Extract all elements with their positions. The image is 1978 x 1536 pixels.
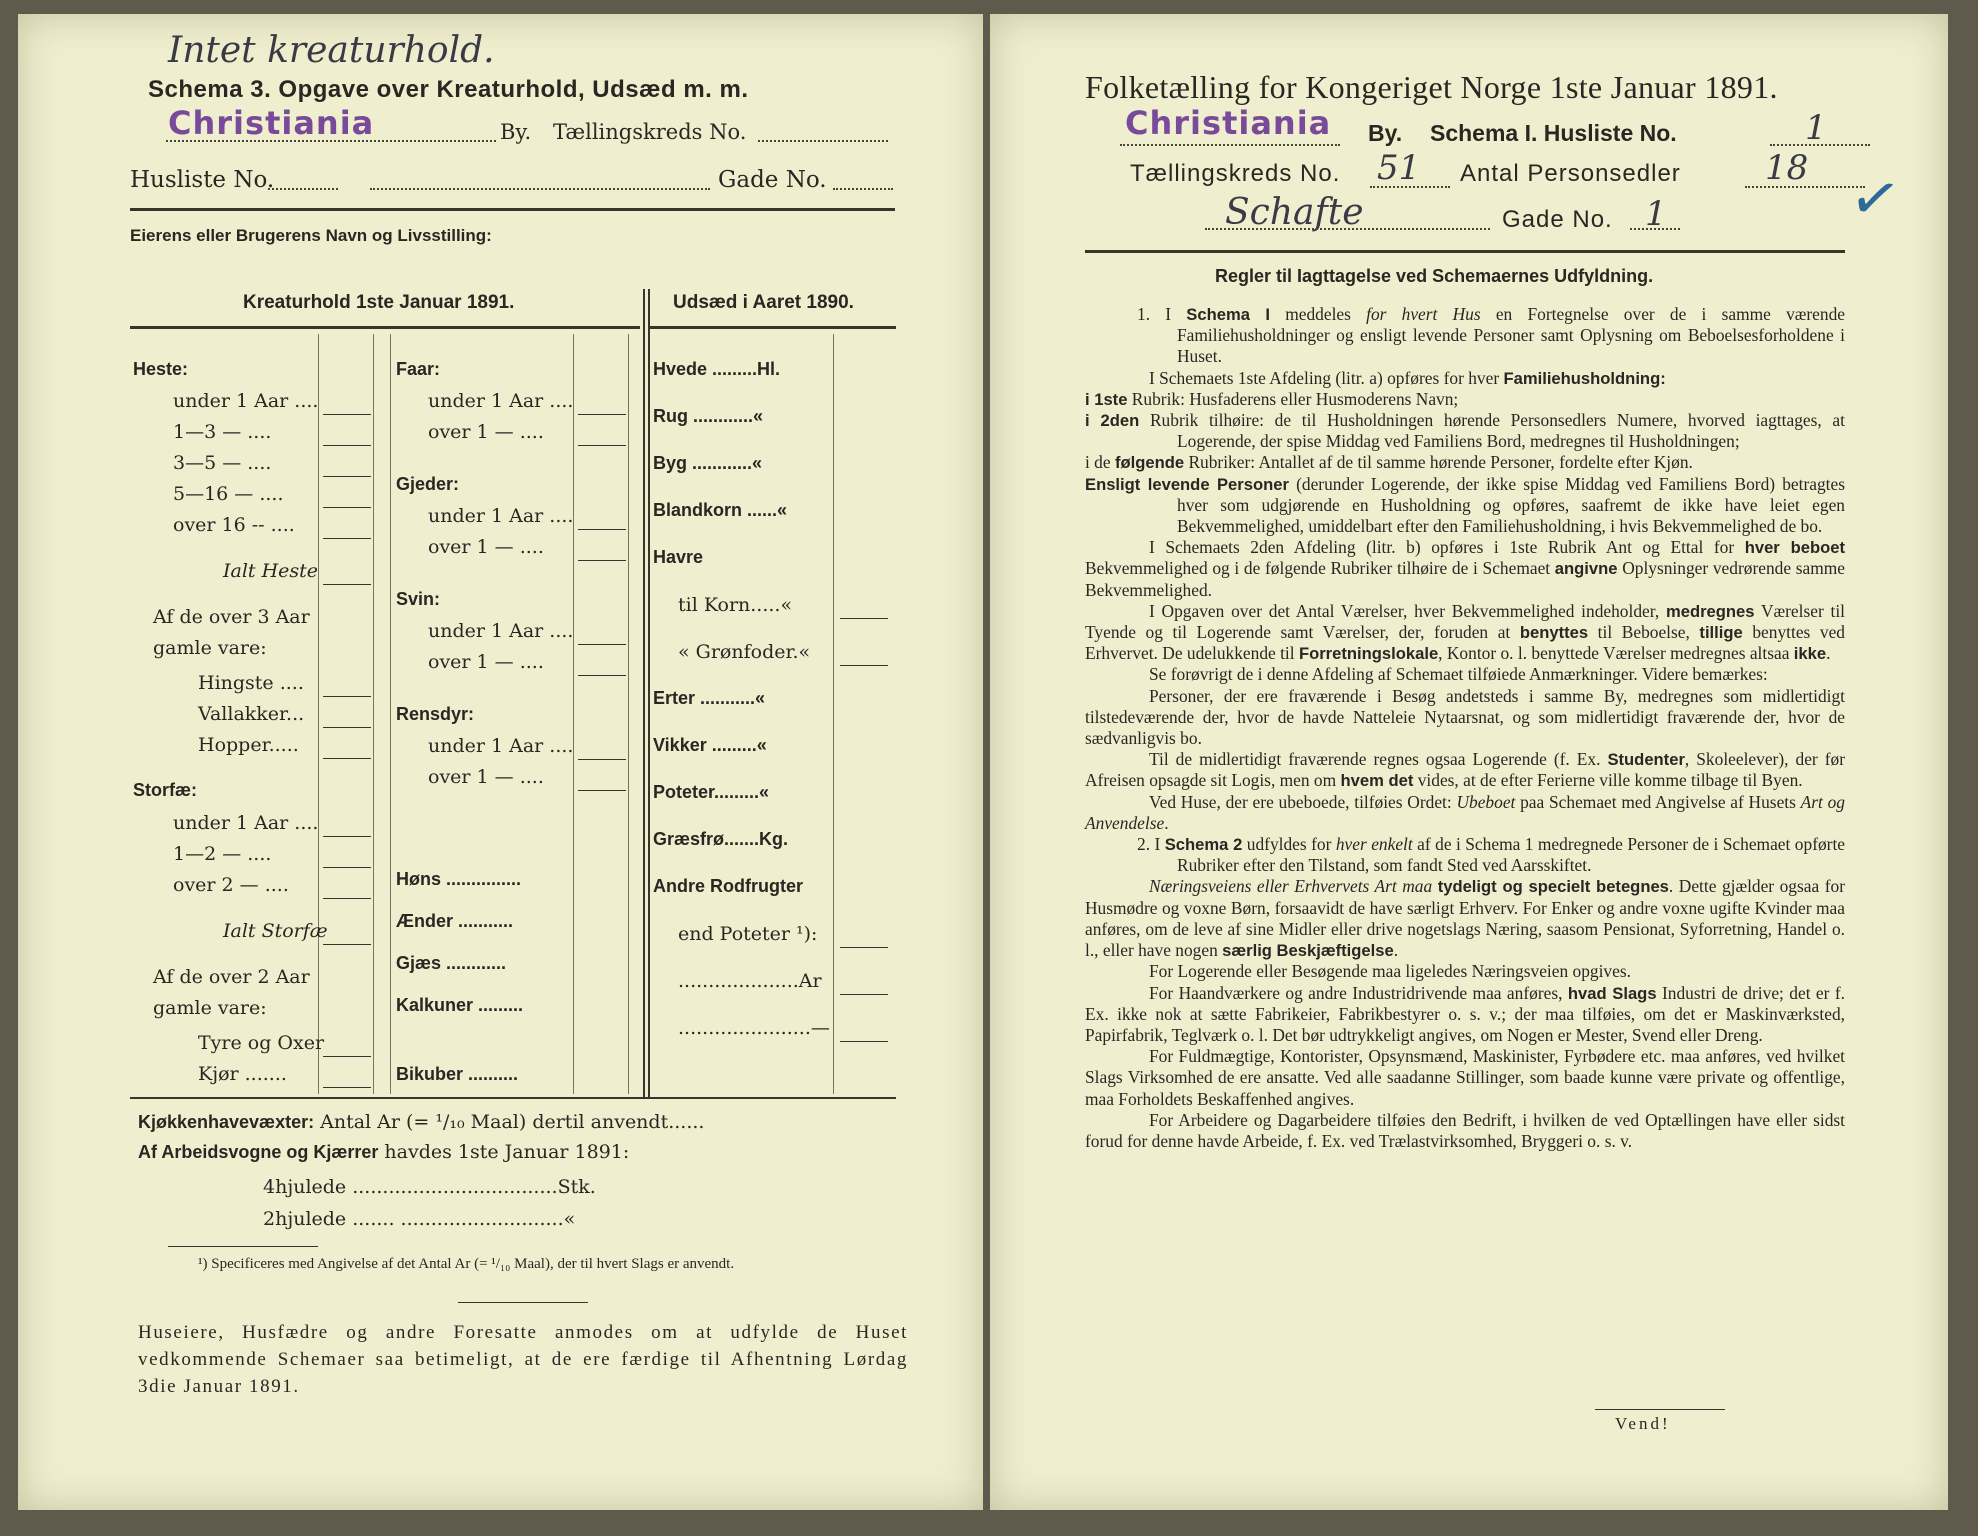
col3-row: end Poteter ¹):: [678, 923, 818, 945]
value-blank: [323, 507, 371, 508]
rule-2-naering: Næringsveiens eller Erhvervets Art maa tydeligt og specielt betegnes. Dette gjælder ogsaa for Husmødre og voxne Børn, forsaavidt de have særligt Erhverv. For Enker og andre voxne ugifte Kvinder maa anføres, om de leve af sine Midler eller drive nogetslags Næring, saasom Pensionat, Syforretning, Handel o. l., eller have nogen særlig Beskjæftigelse.: [1085, 876, 1845, 961]
col3-row: Vikker .........«: [653, 735, 767, 755]
rule-1-fravaerende: Personer, der ere fraværende i Besøg andetsteds i samme By, medregnes som midlertidigt tilstedeværende der, hvor de havde Natteleie Nytaarsnat, og som midlertidigt fraværende der, hvor de sædvanligvis bo.: [1085, 685, 1845, 749]
col3-row: til Korn.....«: [678, 594, 793, 616]
value-blank: [578, 445, 626, 446]
street-fill-line: [1205, 228, 1490, 230]
gade-fill-line: [370, 188, 710, 190]
kjokkenhave-text: Antal Ar (= ¹/₁₀ Maal) dertil anvendt......: [320, 1111, 705, 1133]
taellingskreds-label-right: Tællingskreds No.: [1130, 160, 1341, 187]
rule-1-rubrik2: i 2den Rubrik tilhøire: de til Husholdningen hørende Personsedlers Numere, hvorved iagttages, at Logerende, der spise Middag ved Familiens Bord, medregnes til Husholdningen;: [1085, 410, 1845, 452]
value-blank: [323, 944, 371, 945]
gade-label-left: Gade No.: [718, 167, 827, 193]
footnote-rule: [168, 1246, 318, 1247]
col2-row: over 1 — ....: [428, 536, 544, 558]
gade-no: 1: [1645, 194, 1667, 234]
city-stamp-left: Christiania: [168, 104, 375, 142]
value-blank: [840, 994, 888, 995]
value-blank: [323, 898, 371, 899]
col1-row: 5—16 — ....: [173, 483, 284, 505]
value-blank: [323, 727, 371, 728]
col1-row: Af de over 3 Aar: [153, 606, 310, 628]
gade-label-right: Gade No.: [1502, 206, 1613, 233]
right-page: [990, 14, 1948, 1510]
footnote: ¹) Specificeres med Angivelse af det Antal Ar (= ¹/₁₀ Maal), der til hvert Slags er anvendt.: [198, 1256, 735, 1272]
by-label-left: By.: [500, 120, 532, 144]
col1-row: Tyre og Oxer: [198, 1032, 325, 1054]
value-blank: [578, 414, 626, 415]
rule-1-vaerelser: I Opgaven over det Antal Værelser, hver Bekvemmelighed indeholder, medregnes Værelser til Tyende og til Logerende samt Værelser, der, foruden at benyttes til Beboelse, tillige benyttes ved Erhvervet. De udelukkende til Forretningslokale, Kontor o. l. benyttede Værelser medregnes altsaa ikke.: [1085, 600, 1845, 664]
col1-row: Kjør .......: [198, 1063, 287, 1085]
value-blank: [840, 665, 888, 666]
value-blank: [578, 759, 626, 760]
value-blank: [323, 696, 371, 697]
col2-row: Kalkuner .........: [396, 995, 524, 1015]
census-title: Folketælling for Kongeriget Norge 1ste Januar 1891.: [1085, 69, 1778, 105]
rule-2-besogende: For Logerende eller Besøgende maa ligeledes Næringsveien opgives.: [1149, 961, 1631, 982]
schema1-husliste-label: Schema I. Husliste No.: [1430, 120, 1677, 146]
husliste-no: 1: [1805, 108, 1827, 148]
rule-1-afdeling2: I Schemaets 2den Afdeling (litr. b) opføres i 1ste Rubrik Ant og Ettal for hver beboet Bekvemmelighed og i de følgende Rubriker tilhøire de i Schemaet angivne Oplysninger vedrørende samme Bekvemmelighed.: [1085, 537, 1845, 600]
col3-row: ....................Ar: [678, 970, 822, 992]
kreaturhold-rule: [130, 326, 640, 329]
footer-paragraph: Huseiere, Husfædre og andre Foresatte anmodes om at udfylde de Huset vedkommende Schemaer saa betimeligt, at de ere færdige til Afhentning Lørdag 3die Januar 1891.: [138, 1322, 908, 1397]
rules-title: Regler til Iagttagelse ved Schemaernes Udfyldning.: [1215, 266, 1654, 286]
col2-row: Høns ...............: [396, 869, 522, 889]
col1-row: over 16 -- ....: [173, 514, 295, 536]
col1-row: 1—3 — ....: [173, 421, 272, 443]
rule-1-rubriker: i de følgende Rubriker: Antallet af de til samme hørende Personer, fordelte efter Kjøn.: [1085, 452, 1693, 473]
husliste-label-left: Husliste No.: [130, 167, 275, 193]
col1-row: Ialt Heste: [223, 560, 319, 582]
col2-row: Bikuber ..........: [396, 1064, 519, 1084]
udsaed-divider-2: [648, 289, 650, 1099]
col2-row: over 1 — ....: [428, 766, 544, 788]
eier-label: Eierens eller Brugerens Navn og Livsstilling:: [130, 226, 492, 245]
col2-row: Svin:: [396, 589, 441, 609]
value-blank: [578, 790, 626, 791]
col1-row: Ialt Storfæ: [223, 920, 328, 942]
value-blank: [323, 1087, 371, 1088]
arbeidsvogne-line: Af Arbeidsvogne og Kjærrer havdes 1ste Januar 1891:: [138, 1141, 630, 1163]
rule-1-ubeboet: Ved Huse, der ere ubeboede, tilføies Ordet: Ubeboet paa Schemaet med Angivelse af Husets Art og Anvendelse.: [1085, 791, 1845, 833]
udsaed-rule: [648, 326, 896, 329]
header-rule-right: [1085, 250, 1845, 253]
col2-row: under 1 Aar ....: [428, 620, 574, 642]
gade-no-fill: [1630, 228, 1680, 230]
col1-row: 3—5 — ....: [173, 452, 272, 474]
col1-row: Hopper.....: [198, 734, 299, 756]
col1-value-line-b: [373, 334, 374, 1094]
value-blank: [323, 445, 371, 446]
by-fill-line: [166, 140, 496, 142]
col2-value-line-b: [628, 334, 629, 1094]
checkmark: ✓: [1844, 160, 1906, 238]
handwritten-note: Intet kreaturhold.: [168, 30, 495, 71]
value-blank: [323, 476, 371, 477]
header-rule: [130, 208, 895, 211]
col3-row: ......................—: [678, 1017, 830, 1039]
col1-row: under 1 Aar ....: [173, 390, 319, 412]
col3-row: Havre: [653, 547, 704, 567]
col2-value-line-a: [573, 334, 574, 1094]
schema3-title: Schema 3. Opgave over Kreaturhold, Udsæd m. m.: [148, 76, 749, 103]
vend-label: Vend!: [1615, 1414, 1671, 1433]
col3-row: Græsfrø.......Kg.: [653, 829, 789, 849]
value-blank: [323, 414, 371, 415]
taellingskreds-label-left: Tællingskreds No.: [553, 120, 747, 144]
husliste-fill-line: [268, 188, 338, 190]
col1-row: Hingste ....: [198, 672, 304, 694]
col1-row: under 1 Aar ....: [173, 812, 319, 834]
rule-2-fuldmaegtige: For Fuldmægtige, Kontorister, Opsynsmænd, Maskinister, Fyrbødere etc. maa anføres, ved hvilket Slags Virksomhed de ere ansatte. Ved alle saadanne Stillinger, som baade kunne være private og offentlige, maa Forholdets Beskaffenhed angives.: [1085, 1046, 1845, 1109]
col3-row: Blandkorn ......«: [653, 500, 788, 520]
rule-1-afdeling: I Schemaets 1ste Afdeling (litr. a) opføres for hver Familiehusholdning:: [1149, 367, 1666, 388]
value-blank: [840, 618, 888, 619]
left-page: [18, 14, 983, 1510]
kjokkenhave-line: Kjøkkenhavevæxter: Antal Ar (= ¹/₁₀ Maal) dertil anvendt......: [138, 1111, 705, 1133]
rule-2-haandvaerkere: For Haandværkere og andre Industridrivende maa anføres, hvad Slags Industri de drive; det er f. Ex. ikke nok at sætte Fabrikeier, Fabrikbestyrer o. s. v.; der maa tilføies, om det er Maskinværksted, Papirfabrik, Teglværk o. l. Det bør udtrykkeligt angives, om Nogen er Mester, Svend eller Dreng.: [1085, 982, 1845, 1045]
value-blank: [578, 529, 626, 530]
col1-row: Storfæ:: [133, 780, 197, 800]
col2-row: Gjeder:: [396, 474, 460, 494]
col1-value-line-a: [318, 334, 319, 1094]
antal-fill: [1745, 186, 1865, 188]
col3-row: Erter ...........«: [653, 688, 766, 708]
col2-row: over 1 — ....: [428, 421, 544, 443]
col2-row: Faar:: [396, 359, 441, 379]
city-stamp-right: Christiania: [1125, 104, 1332, 142]
table-bottom-rule: [130, 1097, 896, 1099]
col1-row: gamle vare:: [153, 997, 267, 1019]
taellingskreds-no: 51: [1377, 148, 1421, 188]
kreaturhold-heading: Kreaturhold 1ste Januar 1891.: [243, 292, 515, 313]
col1-row: Af de over 2 Aar: [153, 966, 310, 988]
col3-row: Poteter.........«: [653, 782, 770, 802]
by-label-right: By.: [1368, 120, 1403, 146]
col3-row: « Grønfoder.«: [678, 641, 811, 663]
col2-row: Gjæs ............: [396, 953, 507, 973]
taellingskreds-fill-line: [758, 140, 888, 142]
value-blank: [323, 867, 371, 868]
value-blank: [840, 1041, 888, 1042]
udsaed-heading: Udsæd i Aaret 1890.: [673, 292, 854, 313]
value-blank: [323, 584, 371, 585]
value-blank: [323, 538, 371, 539]
col1-row: 1—2 — ....: [173, 843, 272, 865]
col1-row: gamle vare:: [153, 637, 267, 659]
value-blank: [840, 947, 888, 948]
city-fill-line: [1120, 144, 1340, 146]
rule-1-enslig: Ensligt levende Personer (derunder Logerende, der ikke spise Middag ved Familiens Bord) betragtes hver som udgjørende en Husholdning og opføres, saafremt de ikke have leiet egen Bekvemmelighed, umiddelbart efter den Familiehusholdning, i hvis Bekvemmelighed de bo.: [1085, 473, 1845, 537]
rules-text: [1085, 304, 1845, 1152]
col3-row: Hvede .........Hl.: [653, 359, 781, 379]
rule-1-anmaerkninger: Se forøvrigt de i denne Afdeling af Schemaet tilføiede Anmærkninger. Videre bemærkes:: [1149, 664, 1768, 685]
col2-row: under 1 Aar ....: [428, 505, 574, 527]
col3-row: Rug ............«: [653, 406, 764, 426]
col2-row: under 1 Aar ....: [428, 390, 574, 412]
rule-2-arbeidere: For Arbeidere og Dagarbeidere tilføies den Bedrift, i hvilken de ved Optællingen have eller sidst forud for denne havde Arbeide, f. Ex. ved Trælastvirksomhed, Bryggeri o. s. v.: [1085, 1109, 1845, 1151]
arbeidsvogne-text: havdes 1ste Januar 1891:: [384, 1141, 630, 1163]
col2-row: over 1 — ....: [428, 651, 544, 673]
col3-row: Andre Rodfrugter: [653, 876, 803, 896]
col2-row: under 1 Aar ....: [428, 735, 574, 757]
footer-text: [138, 1319, 908, 1400]
taellingskreds-fill-right: [1370, 186, 1450, 188]
col1-row: Heste:: [133, 359, 189, 379]
hjulede2: 2hjulede ....... ...........................«: [263, 1208, 576, 1230]
rule-1-intro: 1. I Schema I meddeles for hvert Hus en Fortegnelse over de i samme værende Familiehusholdninger og ensligt levende Personer samt Oplysning om Beboelsesforholdene i Huset.: [1137, 304, 1845, 367]
antal-label: Antal Personsedler: [1460, 160, 1681, 187]
rule-2-intro: 2. I Schema 2 udfyldes for hver enkelt af de i Schema 1 medregnede Personer de i Schemaet opførte Rubriker efter den Tilstand, som fandt Sted ved Aarsskiftet.: [1137, 834, 1846, 876]
street-name: Schafte: [1225, 192, 1364, 233]
value-blank: [578, 644, 626, 645]
husliste-fill-line-right: [1770, 144, 1870, 146]
value-blank: [323, 758, 371, 759]
col3-value-line-a: [833, 334, 834, 1094]
value-blank: [578, 560, 626, 561]
gade-no-fill-line: [833, 188, 893, 190]
col2-row: Rensdyr:: [396, 704, 475, 724]
col3-row: Byg ............«: [653, 453, 763, 473]
udsaed-divider: [643, 289, 645, 1099]
antal-no: 18: [1765, 148, 1809, 188]
value-blank: [578, 675, 626, 676]
hjulede4: 4hjulede ..................................Stk.: [263, 1176, 596, 1198]
value-blank: [323, 836, 371, 837]
rule-1-logerende: Til de midlertidigt fraværende regnes ogsaa Logerende (f. Ex. Studenter, Skoleelever), der før Afreisen opsagde sit Logis, men om hvem det vides, at de efter Ferierne ville komme tilbage til Byen.: [1085, 749, 1845, 791]
col1-row: over 2 — ....: [173, 874, 289, 896]
col1-row: Vallakker...: [198, 703, 305, 725]
footer-rule: [458, 1302, 588, 1303]
value-blank: [323, 1056, 371, 1057]
vend-rule: [1595, 1409, 1725, 1410]
col2-row: Ænder ...........: [396, 911, 514, 931]
rule-1-rubrik1: i 1ste Rubrik: Husfaderens eller Husmoderens Navn;: [1085, 388, 1459, 409]
col2-left-line: [390, 334, 391, 1094]
